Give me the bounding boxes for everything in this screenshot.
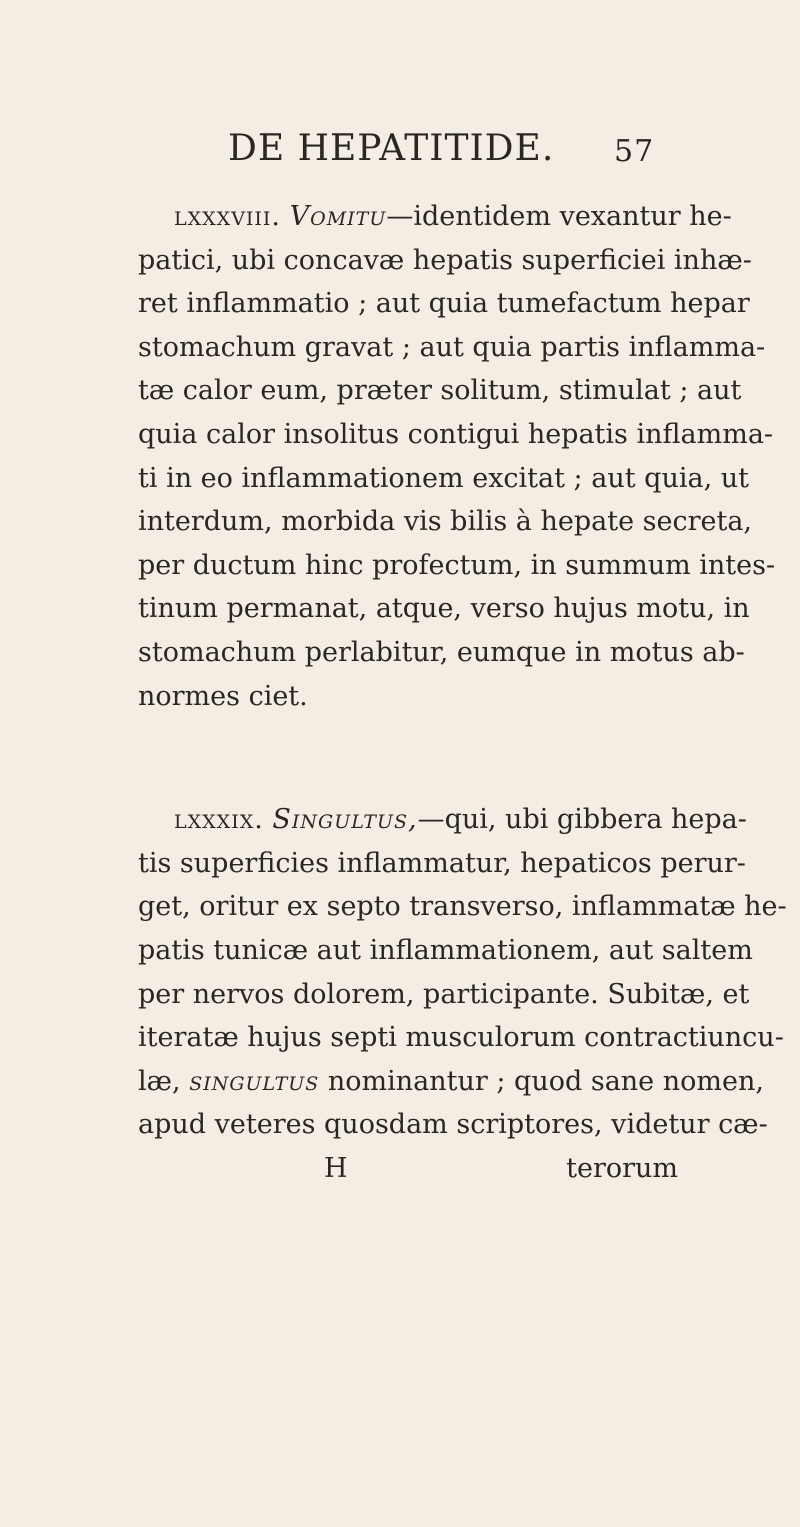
text-line: tinum permanat, atque, verso hujus motu, in bbox=[138, 593, 750, 625]
text-line: apud veteres quosdam scriptores, videtur cæ- bbox=[138, 1109, 768, 1141]
text-line: læ, singultus nominantur ; quod sane nomen, bbox=[138, 1065, 764, 1097]
section-heading: Vomitu bbox=[289, 201, 387, 232]
text-line: interdum, morbida vis bilis à hepate secreta, bbox=[138, 506, 753, 538]
paragraph-lxxxviii bbox=[138, 195, 776, 718]
text-line: per ductum hinc profectum, in summum intes- bbox=[138, 549, 776, 581]
text-line: stomachum perlabitur, eumque in motus ab- bbox=[138, 636, 745, 668]
text-line: iteratæ hujus septi musculorum contractiuncu- bbox=[138, 1022, 784, 1054]
inline-term: singultus bbox=[189, 1065, 320, 1097]
page-footer bbox=[138, 1147, 678, 1191]
text-line: lxxxix. Singultus,—qui, ubi gibbera hepa- bbox=[174, 804, 747, 836]
catchword: terorum bbox=[566, 1152, 678, 1184]
section-numeral: lxxxviii. bbox=[174, 201, 282, 232]
page-number: 57 bbox=[614, 134, 655, 169]
text-body bbox=[138, 195, 787, 1191]
text-line: per nervos dolorem, participante. Subitæ, et bbox=[138, 978, 750, 1010]
text-line: lxxxviii. Vomitu—identidem vexantur he- bbox=[174, 201, 732, 232]
section-numeral: lxxxix. bbox=[174, 804, 264, 836]
paragraph-lxxxix bbox=[138, 798, 787, 1191]
text-line: tis superficies inflammatur, hepaticos perur- bbox=[138, 847, 746, 879]
signature-mark: H bbox=[324, 1152, 348, 1184]
text-line: get, oritur ex septo transverso, inflammatæ he- bbox=[138, 891, 787, 923]
section-heading: Singultus, bbox=[272, 804, 418, 836]
text-line: patici, ubi concavæ hepatis superficiei inhæ- bbox=[138, 244, 752, 276]
text-line: ret inflammatio ; aut quia tumefactum hepar bbox=[138, 288, 750, 320]
text-line: stomachum gravat ; aut quia partis inflamma- bbox=[138, 331, 766, 363]
text-line: normes ciet. bbox=[138, 680, 308, 712]
text-line: ti in eo inflammationem excitat ; aut quia, ut bbox=[138, 462, 749, 494]
text-line: patis tunicæ aut inflammationem, aut saltem bbox=[138, 934, 753, 966]
page-title: DE HEPATITIDE. bbox=[228, 128, 555, 169]
text-line: quia calor insolitus contigui hepatis inflamma- bbox=[138, 418, 774, 450]
text-line: tæ calor eum, præter solitum, stimulat ; aut bbox=[138, 375, 742, 407]
